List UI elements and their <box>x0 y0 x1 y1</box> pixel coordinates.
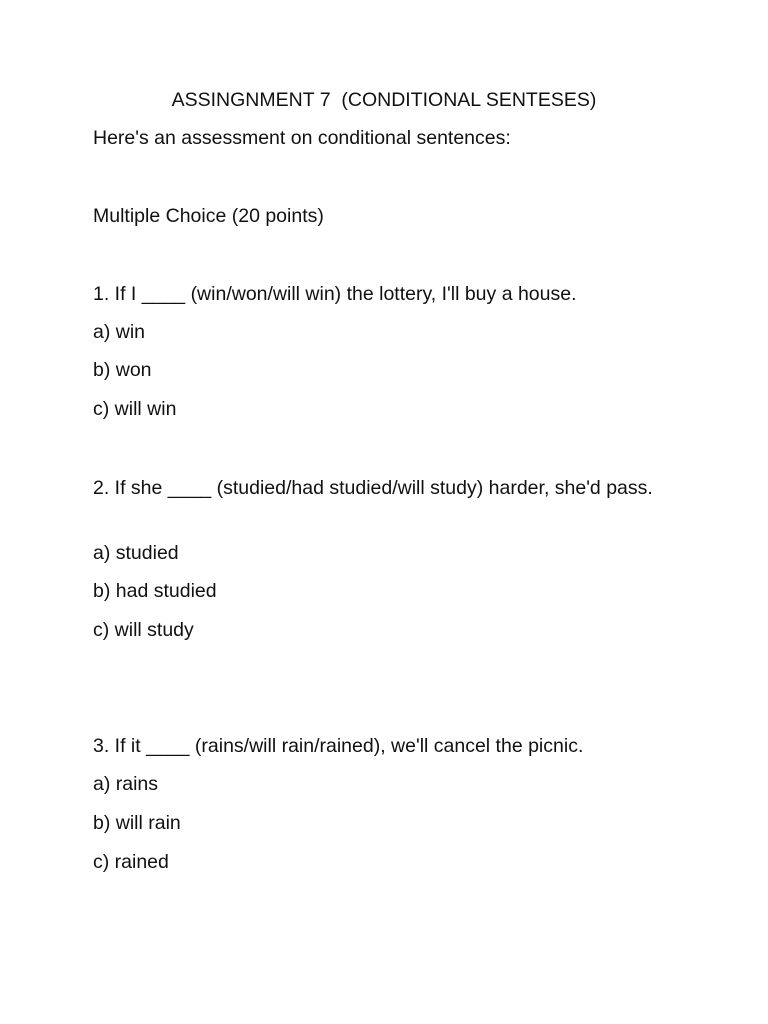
question-2-option-b: b) had studied <box>93 580 217 602</box>
question-2-prompt: 2. If she ____ (studied/had studied/will study) harder, she'd pass. <box>93 477 653 499</box>
question-2-option-a: a) studied <box>93 542 179 564</box>
question-1-prompt: 1. If I ____ (win/won/will win) the lottery, I'll buy a house. <box>93 283 577 305</box>
question-3-option-c: c) rained <box>93 851 169 873</box>
question-3-option-b: b) will rain <box>93 812 181 834</box>
question-1-option-c: c) will win <box>93 398 177 420</box>
question-3-prompt: 3. If it ____ (rains/will rain/rained), we'll cancel the picnic. <box>93 735 584 757</box>
section-heading: Multiple Choice (20 points) <box>93 205 324 227</box>
question-2-option-c: c) will study <box>93 619 194 641</box>
question-1-option-b: b) won <box>93 359 152 381</box>
question-1-option-a: a) win <box>93 321 146 343</box>
intro-text: Here's an assessment on conditional sentences: <box>93 127 511 149</box>
document-title: ASSINGNMENT 7 (CONDITIONAL SENTESES) <box>171 89 597 111</box>
question-3-option-a: a) rains <box>93 773 159 795</box>
